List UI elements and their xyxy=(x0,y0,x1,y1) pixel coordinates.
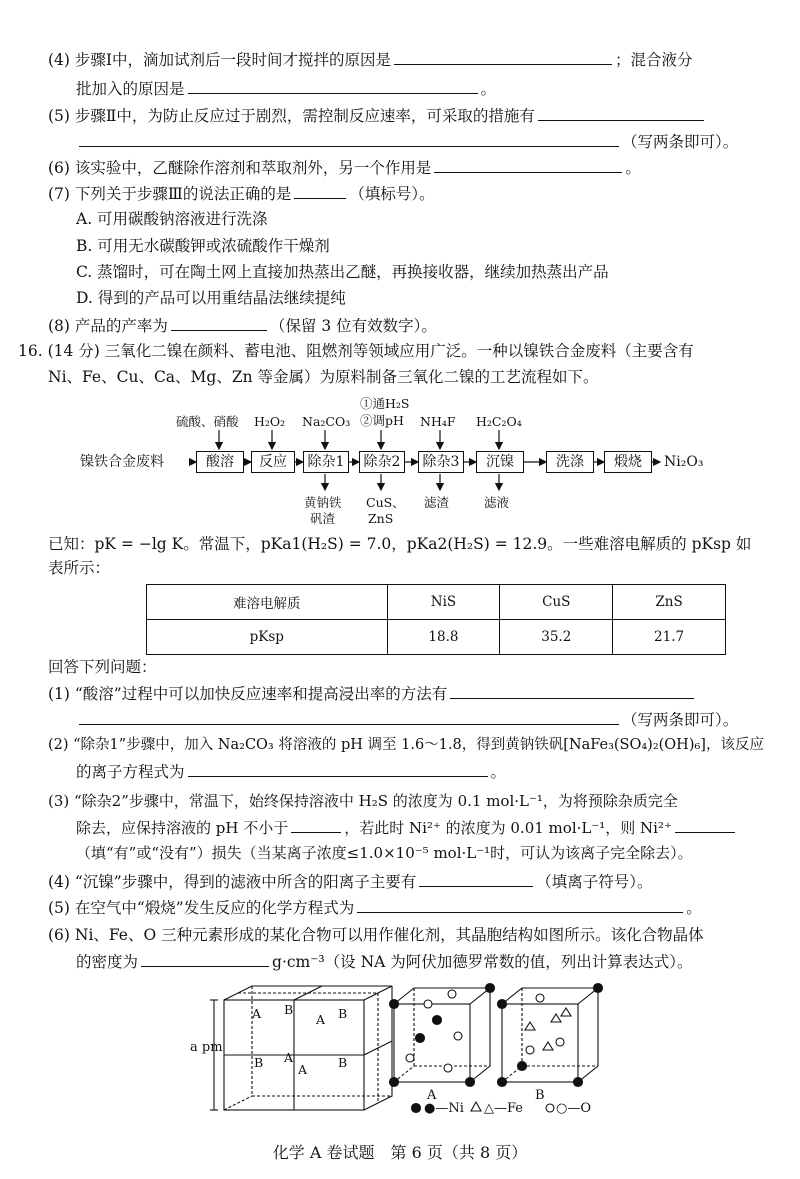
q16-part5: (5) 在空气中“煅烧”发生反应的化学方程式为 。 xyxy=(48,896,702,919)
flow-step-purify-1: 除杂1 xyxy=(303,451,349,473)
table-row-label: pKsp xyxy=(147,620,388,655)
subcell-label: A xyxy=(316,1012,326,1027)
subcell-label: A xyxy=(252,1006,262,1021)
answer-blank xyxy=(291,816,341,833)
q16-part4: (4) “沉镍”步骤中，得到的滤液中所含的阳离子主要有 （填离子符号）。 xyxy=(48,870,653,893)
legend-fe: △—Fe xyxy=(484,1101,523,1116)
q15-option-c: C. 蒸馏时，可在陶土网上直接加热蒸出乙醚，再换接收器，继续加热蒸出产品 xyxy=(76,263,609,281)
table-header-cell: 难溶电解质 xyxy=(147,585,388,620)
flow-step-wash: 洗涤 xyxy=(546,451,594,473)
reagent-acids: 硫酸、硝酸 xyxy=(176,414,239,429)
q16-part3-line3: （填“有”或“没有”）损失（当某离子浓度≤1.0×10⁻⁵ mol·L⁻¹时，可认为该离子完全除去）。 xyxy=(76,844,693,862)
table-header-cell: CuS xyxy=(500,585,613,620)
q15-part6: (6) 该实验中，乙醚除作溶剂和萃取剂外，另一个作用是 。 xyxy=(48,156,641,179)
reagent-na2co3: Na₂CO₃ xyxy=(302,414,351,429)
answer-blank xyxy=(450,682,694,699)
flow-step-reaction: 反应 xyxy=(251,451,295,473)
q15-part4-line2: 批加入的原因是 。 xyxy=(76,77,496,100)
flow-step-precipitate-ni: 沉镍 xyxy=(476,451,524,473)
flow-start-material: 镍铁合金废料 xyxy=(80,454,164,470)
answer-blank xyxy=(357,896,683,913)
q15-part5-line1: (5) 步骤Ⅱ中，为防止反应过于剧烈，需控制反应速率，可采取的措施有 xyxy=(48,104,707,127)
table-cell: 21.7 xyxy=(613,620,726,655)
flow-product: Ni₂O₃ xyxy=(664,454,704,470)
table-cell: 18.8 xyxy=(387,620,500,655)
table-cell: 35.2 xyxy=(500,620,613,655)
reagent-h2c2o4: H₂C₂O₄ xyxy=(476,414,522,429)
legend-ni: ●—Ni xyxy=(424,1101,464,1116)
q16-part2-line1: (2) “除杂1”步骤中，加入 Na₂CO₃ 将溶液的 pH 调至 1.6～1.8，得到黄钠铁矾[NaFe₃(SO₄)₂(OH)₆]，该反应 xyxy=(48,737,764,753)
q15-option-b: B. 可用无水碳酸钾或浓硫酸作干燥剂 xyxy=(76,237,330,255)
answer-blank xyxy=(79,708,619,725)
output-jarosite-2: 矾渣 xyxy=(310,511,336,526)
subcell-label: B xyxy=(284,1002,294,1017)
q16-part6-line2: 的密度为 g·cm⁻³（设 NA 为阿伏加德罗常数的值，列出计算表达式）。 xyxy=(76,950,693,973)
q15-part5-line2: （写两条即可）。 xyxy=(76,130,738,153)
table-header-row xyxy=(147,585,726,620)
page-footer: 化学 A 卷试题 第 6 页（共 8 页） xyxy=(272,1143,528,1162)
q16-known-line2: 表所示： xyxy=(48,559,111,577)
q15-option-d: D. 得到的产品可以用重结晶法继续提纯 xyxy=(76,289,346,307)
flow-step-purify-2: 除杂2 xyxy=(359,451,405,473)
answer-blank xyxy=(419,870,533,887)
q16-part3-line1: (3) “除杂2”步骤中，常温下，始终保持溶液中 H₂S 的浓度为 0.1 mol·L⁻¹，为将预除杂质完全 xyxy=(48,792,678,810)
q16-part1-line2: （写两条即可）。 xyxy=(76,708,738,731)
flow-step-acid-dissolve: 酸溶 xyxy=(196,451,244,473)
cell-b-caption: B xyxy=(535,1088,545,1103)
q15-part4-line1: (4) 步骤Ⅰ中，滴加试剂后一段时间才搅拌的原因是 ；混合液分 xyxy=(48,48,693,71)
q16-part1-line1: (1) “酸溶”过程中可以加快反应速率和提高浸出率的方法有 xyxy=(48,682,697,705)
reagent-h2o2: H₂O₂ xyxy=(254,414,286,429)
flow-step-calcine: 煅烧 xyxy=(604,451,652,473)
legend-o: ○—O xyxy=(556,1101,592,1116)
table-row xyxy=(147,620,726,655)
output-zns: ZnS xyxy=(368,511,394,526)
subcell-label: B xyxy=(338,1055,348,1070)
q16-part2-line2: 的离子方程式为 。 xyxy=(76,760,506,783)
reagent-h2s: ①通H₂S xyxy=(360,396,410,411)
output-residue: 滤渣 xyxy=(424,495,450,510)
subcell-label: A xyxy=(284,1050,294,1065)
ksp-table xyxy=(146,584,726,655)
output-filtrate: 滤液 xyxy=(484,495,510,510)
unit-cell-drawing xyxy=(0,980,800,1130)
subcell-label: B xyxy=(254,1055,264,1070)
q16-intro-line1: 16. (14 分) 三氧化二镍在颜料、蓄电池、阻燃剂等领域应用广泛。一种以镍铁合金废料（主要含有 xyxy=(18,342,694,360)
q16-known-line1: 已知：pK = −lg K。常温下，pKa1(H₂S) = 7.0，pKa2(H₂S) = 12.9。一些难溶电解质的 pKsp 如 xyxy=(48,535,752,553)
q15-option-a: A. 可用碳酸钠溶液进行洗涤 xyxy=(76,210,268,228)
edge-length-label: a pm xyxy=(190,1040,223,1055)
q15-part7: (7) 下列关于步骤Ⅲ的说法正确的是 （填标号）。 xyxy=(48,182,435,205)
q16-intro-line2: Ni、Fe、Cu、Ca、Mg、Zn 等金属）为原料制备三氧化二镍的工艺流程如下。 xyxy=(48,368,599,386)
answer-blank xyxy=(675,816,735,833)
output-cus: CuS、 xyxy=(366,495,405,510)
subcell-label: B xyxy=(338,1006,348,1021)
flow-step-purify-3: 除杂3 xyxy=(418,451,464,473)
answer-prompt: 回答下列问题： xyxy=(48,658,157,676)
q16-part6-line1: (6) Ni、Fe、O 三种元素形成的某化合物可以用作催化剂，其晶胞结构如图所示。该化合物晶体 xyxy=(48,926,704,944)
table-header-cell: NiS xyxy=(387,585,500,620)
table-header-cell: ZnS xyxy=(613,585,726,620)
reagent-nh4f: NH₄F xyxy=(420,414,456,429)
reagent-adjust-ph: ②调pH xyxy=(360,413,404,428)
answer-blank xyxy=(141,950,269,967)
q16-part3-line2: 除去，应保持溶液的 pH 不小于 ，若此时 Ni²⁺ 的浓度为 0.01 mol·L⁻¹，则 Ni²⁺ xyxy=(76,816,738,839)
answer-blank xyxy=(188,760,488,777)
cell-a-caption: A xyxy=(427,1088,437,1103)
subcell-label: A xyxy=(298,1062,308,1077)
output-jarosite-1: 黄钠铁 xyxy=(304,495,342,510)
q15-part8: (8) 产品的产率为 （保留 3 位有效数字）。 xyxy=(48,314,437,337)
